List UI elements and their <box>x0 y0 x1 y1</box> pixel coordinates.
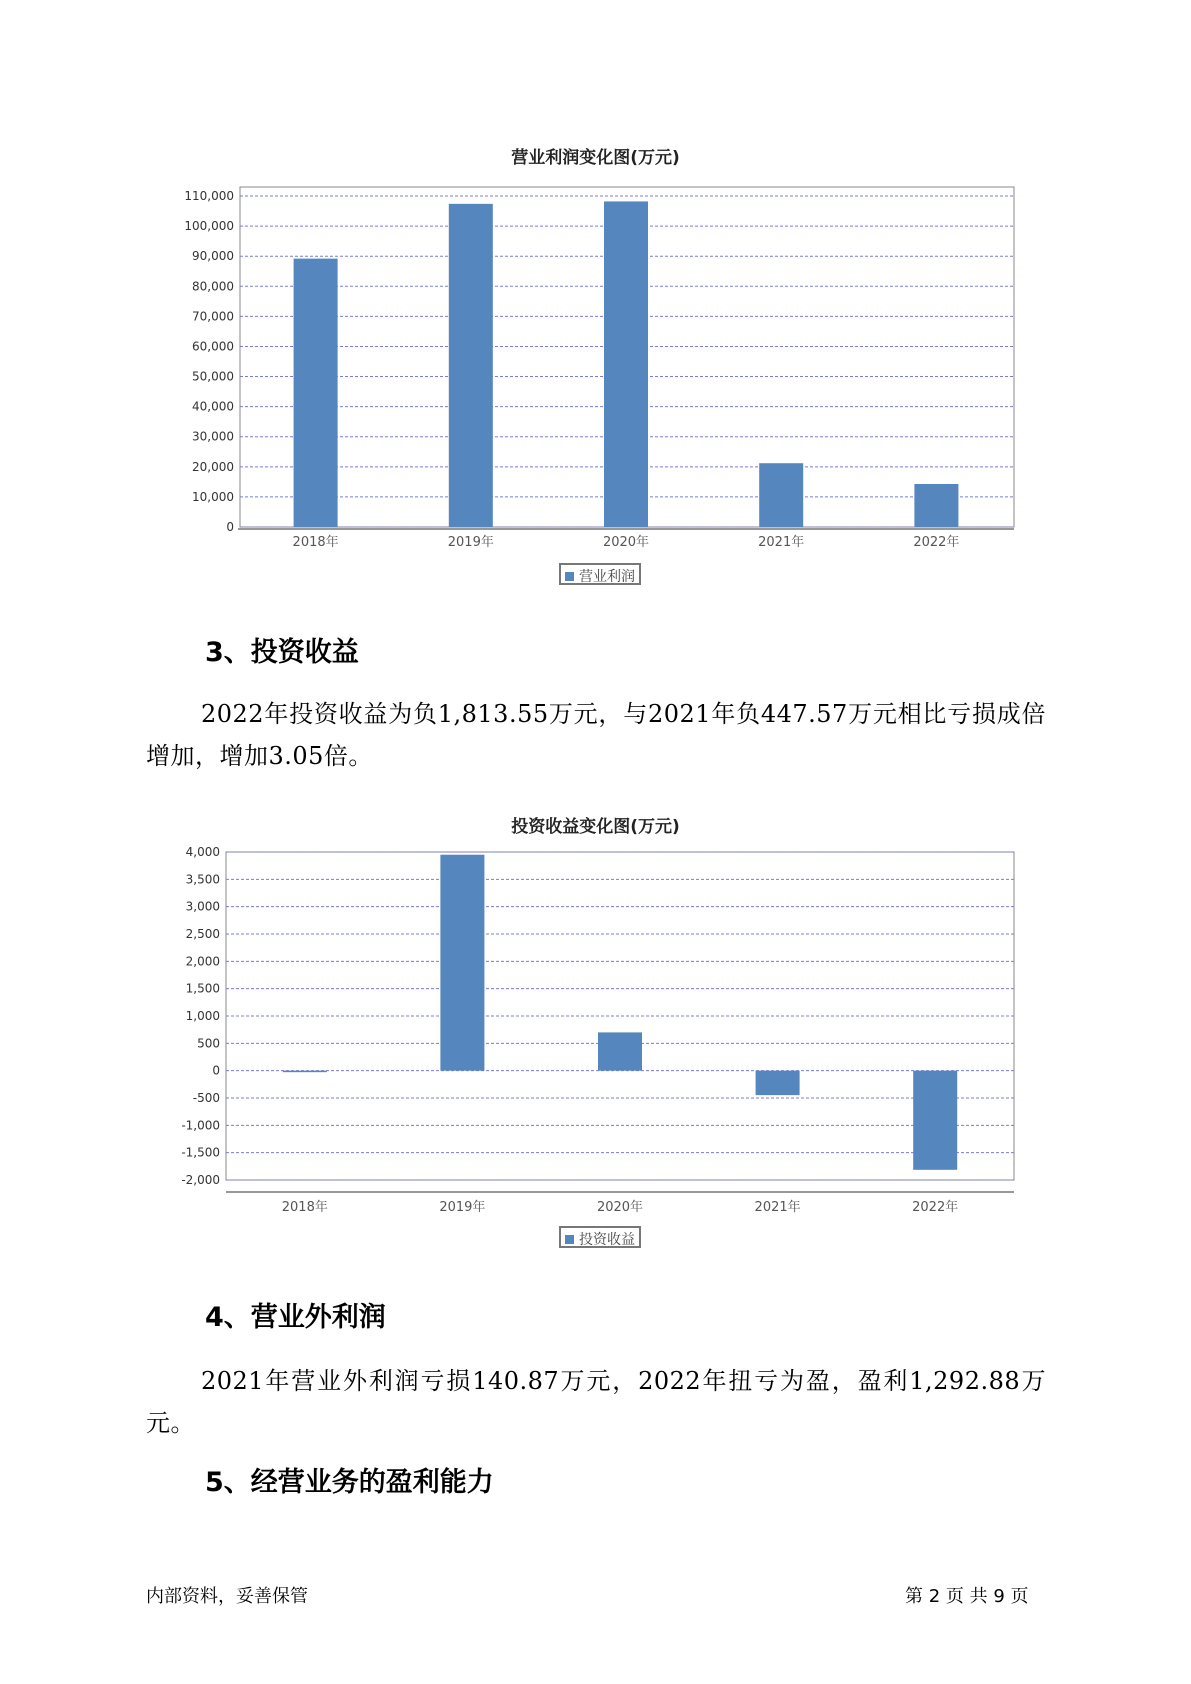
y-tick-label: 50,000 <box>192 369 234 384</box>
bar <box>756 1071 800 1095</box>
y-tick-label: 3,000 <box>185 899 220 914</box>
x-tick-label: 2019年 <box>439 1200 486 1215</box>
x-tick-label: 2020年 <box>596 1200 644 1215</box>
y-tick-label: 1,000 <box>185 1009 220 1023</box>
bar <box>913 1071 957 1170</box>
y-tick-label: 2,500 <box>185 927 220 941</box>
x-tick-label: 2019年 <box>447 535 494 550</box>
y-tick-label: 0 <box>212 1063 220 1078</box>
y-tick-label: -2,000 <box>181 1173 220 1187</box>
chart-title-operating-profit: 营业利润变化图(万元) <box>511 148 680 168</box>
y-tick-label: 40,000 <box>192 399 234 414</box>
legend-label: 投资收益 <box>579 1232 635 1248</box>
y-tick-label: -1,500 <box>181 1145 220 1160</box>
x-tick-label: 2018年 <box>292 535 339 550</box>
y-tick-label: 1,500 <box>185 981 220 996</box>
y-tick-label: 90,000 <box>192 249 234 264</box>
section-5-heading: 5、经营业务的盈利能力 <box>205 1467 494 1498</box>
y-tick-label: 500 <box>197 1036 220 1051</box>
y-tick-label: 30,000 <box>192 429 234 444</box>
section-4-paragraph: 2021年营业外利润亏损140.87万元，2022年扭亏为盈，盈利1,292.88万元。 <box>146 1367 1046 1437</box>
x-tick-label: 2020年 <box>602 535 650 550</box>
section-4-heading: 4、营业外利润 <box>205 1302 386 1333</box>
y-tick-label: 110,000 <box>184 189 234 204</box>
x-tick-label: 2021年 <box>754 1200 801 1215</box>
chart-title-investment-income: 投资收益变化图(万元) <box>511 817 680 837</box>
legend-investment-income <box>559 1226 641 1248</box>
bar <box>598 1032 642 1070</box>
y-tick-label: 100,000 <box>184 219 234 234</box>
x-tick-label: 2022年 <box>912 1200 959 1215</box>
x-tick-label: 2018年 <box>281 1200 328 1215</box>
y-tick-label: 60,000 <box>192 339 234 354</box>
legend-swatch <box>565 1235 574 1244</box>
y-tick-label: -1,000 <box>181 1118 220 1133</box>
y-tick-label: 3,500 <box>185 872 220 887</box>
y-tick-label: 80,000 <box>192 279 234 294</box>
footer-confidential-note: 内部资料，妥善保管 <box>146 1586 308 1607</box>
y-tick-label: 10,000 <box>192 489 234 504</box>
plot-frame <box>226 852 1014 1180</box>
y-tick-label: -500 <box>192 1091 220 1105</box>
section-3-heading: 3、投资收益 <box>205 637 359 668</box>
section-3-paragraph: 2022年投资收益为负1,813.55万元，与2021年负447.57万元相比亏损成倍增加，增加3.05倍。 <box>146 700 1046 770</box>
x-tick-label: 2021年 <box>758 535 805 550</box>
y-tick-label: 20,000 <box>192 459 234 474</box>
y-tick-label: 70,000 <box>192 309 234 324</box>
footer-page-number: 第 2 页 共 9 页 <box>905 1586 1029 1607</box>
y-tick-label: 4,000 <box>185 845 220 859</box>
x-tick-label: 2022年 <box>913 535 960 550</box>
bar <box>440 855 484 1071</box>
y-tick-label: 0 <box>226 520 234 534</box>
legend-label: 营业利润 <box>579 569 635 585</box>
bar <box>283 1071 327 1073</box>
y-tick-label: 2,000 <box>185 954 220 969</box>
